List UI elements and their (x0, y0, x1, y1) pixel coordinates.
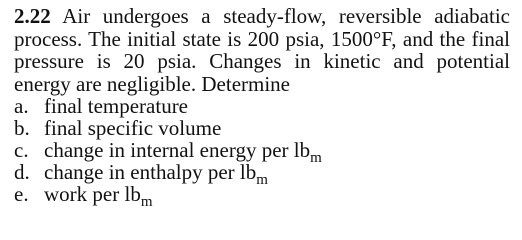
unit-base: lb (293, 138, 311, 162)
problem-statement (14, 5, 510, 95)
unit-subscript: m (140, 194, 153, 210)
question-text: final specific volume (44, 116, 222, 140)
problem-block (14, 4, 510, 210)
question-text: final temperature (44, 94, 189, 118)
unit-subscript: m (256, 172, 268, 188)
question-letter: d. (14, 160, 30, 184)
question-text: work per $lb_m$ (44, 182, 153, 210)
unit-base: lb (124, 182, 141, 206)
problem-text: Air undergoes a steady-flow, reversible adiabatic process. The initial state is 200 psia, 1500°F, and the final pressure is 20 psia. Changes in kinetic and potential energy are negligible. Determine (14, 4, 510, 96)
problem-number: 2.22 (14, 4, 51, 28)
question-list (14, 94, 510, 210)
question-letter: c. (14, 138, 29, 162)
question-letter: b. (14, 116, 30, 140)
unit-subscript: m (310, 150, 322, 166)
question-text: change in enthalpy per $lb_m$ (44, 160, 268, 188)
question-item-a (14, 95, 510, 117)
question-item-c (14, 138, 510, 166)
question-letter: a. (14, 94, 29, 118)
question-item-b (14, 117, 510, 139)
question-item-d (14, 160, 510, 188)
unit-base: lb (239, 160, 257, 184)
question-letter: e. (14, 182, 29, 206)
question-text: change in internal energy per $lb_m$ (44, 138, 322, 166)
